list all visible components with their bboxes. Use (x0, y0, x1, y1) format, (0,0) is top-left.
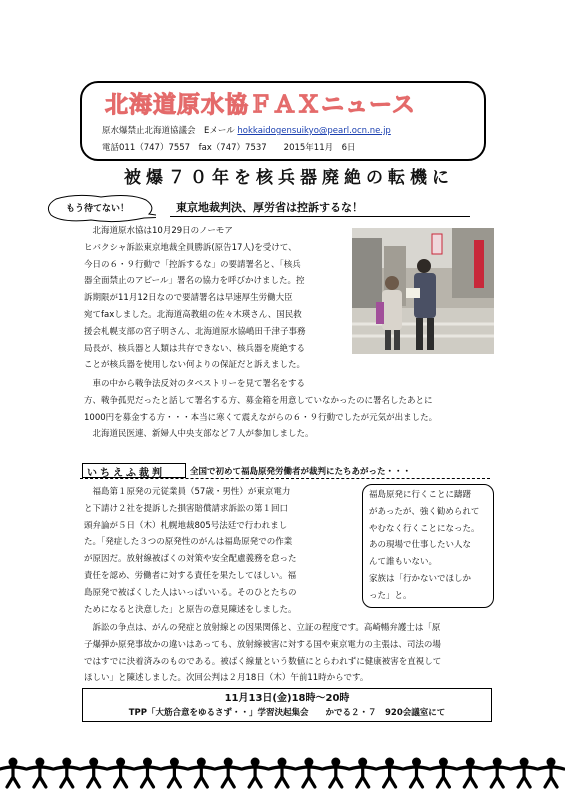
event-datetime: 11月13日(金)18時～20時 (224, 693, 350, 704)
figure-icon (404, 758, 430, 788)
text-line: ことが核兵器を使用しない何よりの保証だと訴えました。 (84, 360, 306, 371)
text-line: ためになると決意した」と原告の意見陳述をしました。 (84, 604, 297, 615)
text-line: 宛てfaxしました。北海道高教組の佐々木瑛さん、国民救 (84, 309, 302, 320)
worker-quote-box (362, 484, 494, 608)
figure-icon (27, 758, 53, 788)
text-line: 訴期限が11月12日なので要請署名は早速厚生労働大臣 (84, 293, 293, 304)
org-name: 原水爆禁止北海道協議会 Eメール (102, 126, 235, 136)
figure-icon (108, 758, 134, 788)
text-line: 方、戦争孤児だったと話して署名する方、募金箱を用意していなかったのに署名したあとに (84, 395, 433, 406)
text-line: 援会札幌支部の宮子明さん、北海道原水協嶋田千津子事務 (84, 326, 306, 337)
text-line: 今日の６・９行動で「控訴するな」の要請署名と、「核兵 (84, 259, 301, 270)
masthead-title: 北海道原水協ＦＡＸニュース (105, 91, 416, 118)
text-line: 訴訟の争点は、がんの発症と放射線との因果関係と、立証の程度です。高崎暢弁護士は「原 (84, 623, 441, 633)
figure-icon (161, 758, 187, 788)
article2-body-wide (84, 620, 494, 687)
org-contact-line (102, 124, 391, 136)
figure-icon (296, 758, 322, 788)
figure-icon (377, 758, 403, 788)
figure-icon (538, 758, 564, 788)
text-line: 島原発で被ばくした人はいっぱいいる。そのひとたちの (84, 587, 297, 598)
event-detail: TPP「大筋合意をゆるさず・・」学習決起集会 かでる２・７ 920会議室にて (128, 708, 446, 718)
text-line: 北海道原水協は10月29日のノーモア (84, 226, 233, 236)
subheading-underline (170, 216, 470, 218)
text-line: 頭弁論が５日（木）札幌地裁805号法廷で行われまし (84, 520, 288, 531)
text-line: 局長が、核兵器と人類は共存できない、核兵器を廃絶する (84, 343, 306, 354)
text-line: 車の中から戦争法反対のタペストリーを見て署名をする (84, 379, 306, 389)
article1-body (84, 223, 352, 374)
text-line: 北海道民医連、新婦人中央支部など７人が参加しました。 (84, 429, 314, 440)
figure-icon (350, 758, 376, 788)
figure-icon (54, 758, 80, 788)
text-line: 責任を認め、労働者に対する責任を果たしてほしい。福 (84, 570, 297, 581)
figure-icon (323, 758, 349, 788)
section2-label: いちえふ裁判 (87, 468, 165, 479)
figure-icon (457, 758, 483, 788)
quote-line: 家族は「行かないでほしか (369, 573, 472, 584)
section2-divider (80, 478, 490, 479)
street-petition-photo (352, 228, 494, 354)
text-line: 器全面禁止のアピール」署名の協力を呼びかけました。控 (84, 276, 305, 287)
figure-icon (215, 758, 241, 788)
text-line: と下請け２社を提訴した損害賠償請求訴訟の第１回口 (84, 503, 289, 514)
text-line: た。「発症した３つの原発性のがんは福島原発での作業 (84, 537, 293, 548)
quote-line: 福島原発に行くことに躊躇 (369, 490, 472, 500)
email-link[interactable]: hokkaidogensuikyo@pearl.ocn.ne.jp (237, 126, 391, 136)
bubble-text: もう待てない！ (66, 204, 130, 214)
figure-icon (188, 758, 214, 788)
quote-line: んて誰もいない。 (369, 557, 438, 568)
text-line: ではすでに決着済みのものである。被ばく線量という数値にとらわれずに健康被害を直視して (84, 656, 442, 667)
figure-icon (269, 758, 295, 788)
quote-line: やむなく行くことになった。 (369, 523, 480, 534)
text-line: ほしい」と陳述しました。次回公判は２月18日（木）午前11時からです。 (84, 673, 369, 684)
figure-icon (242, 758, 268, 788)
main-headline: 被爆７０年を核兵器廃絶の転機に (124, 168, 454, 188)
figure-icon (135, 758, 161, 788)
phone-fax-date-line: 電話011（747）7557 fax（747）7537 2015年11月 6日 (102, 143, 356, 153)
section2-title: 全国で初めて福島原発労働者が裁判にたちあがった・・・ (190, 467, 412, 477)
quote-line: った」と。 (369, 590, 412, 601)
figure-icon (511, 758, 537, 788)
article2-body (84, 484, 360, 618)
text-line: ヒバクシャ訴訟東京地裁全員勝訴(原告17人)を受けて、 (84, 242, 297, 253)
figure-icon (430, 758, 456, 788)
text-line: 1000円を募金する方・・・本当に寒くて震えながらの６・９行動でしたが元気が出ました。 (84, 412, 438, 423)
quote-line: があったが、強く勧められて (369, 506, 480, 517)
article1-subheading: 東京地裁判決、厚労省は控訴するな！ (176, 201, 363, 214)
figure-icon (81, 758, 107, 788)
figure-icon (0, 758, 26, 788)
text-line: 子爆弾か原発事故かの違いはあっても、放射線被害に対する国や東京電力の主張は、司法の場 (84, 639, 441, 650)
figure-border-decoration (0, 755, 565, 789)
article1-body-wide (84, 376, 494, 443)
quote-line: あの現場で仕事したい人な (369, 540, 472, 551)
figure-icon (484, 758, 510, 788)
text-line: 福島第１原発の元従業員（57歳・男性）が東京電力 (84, 487, 291, 497)
text-line: が原因だ。放射線被ばくの対策や安全配慮義務を怠った (84, 554, 297, 565)
